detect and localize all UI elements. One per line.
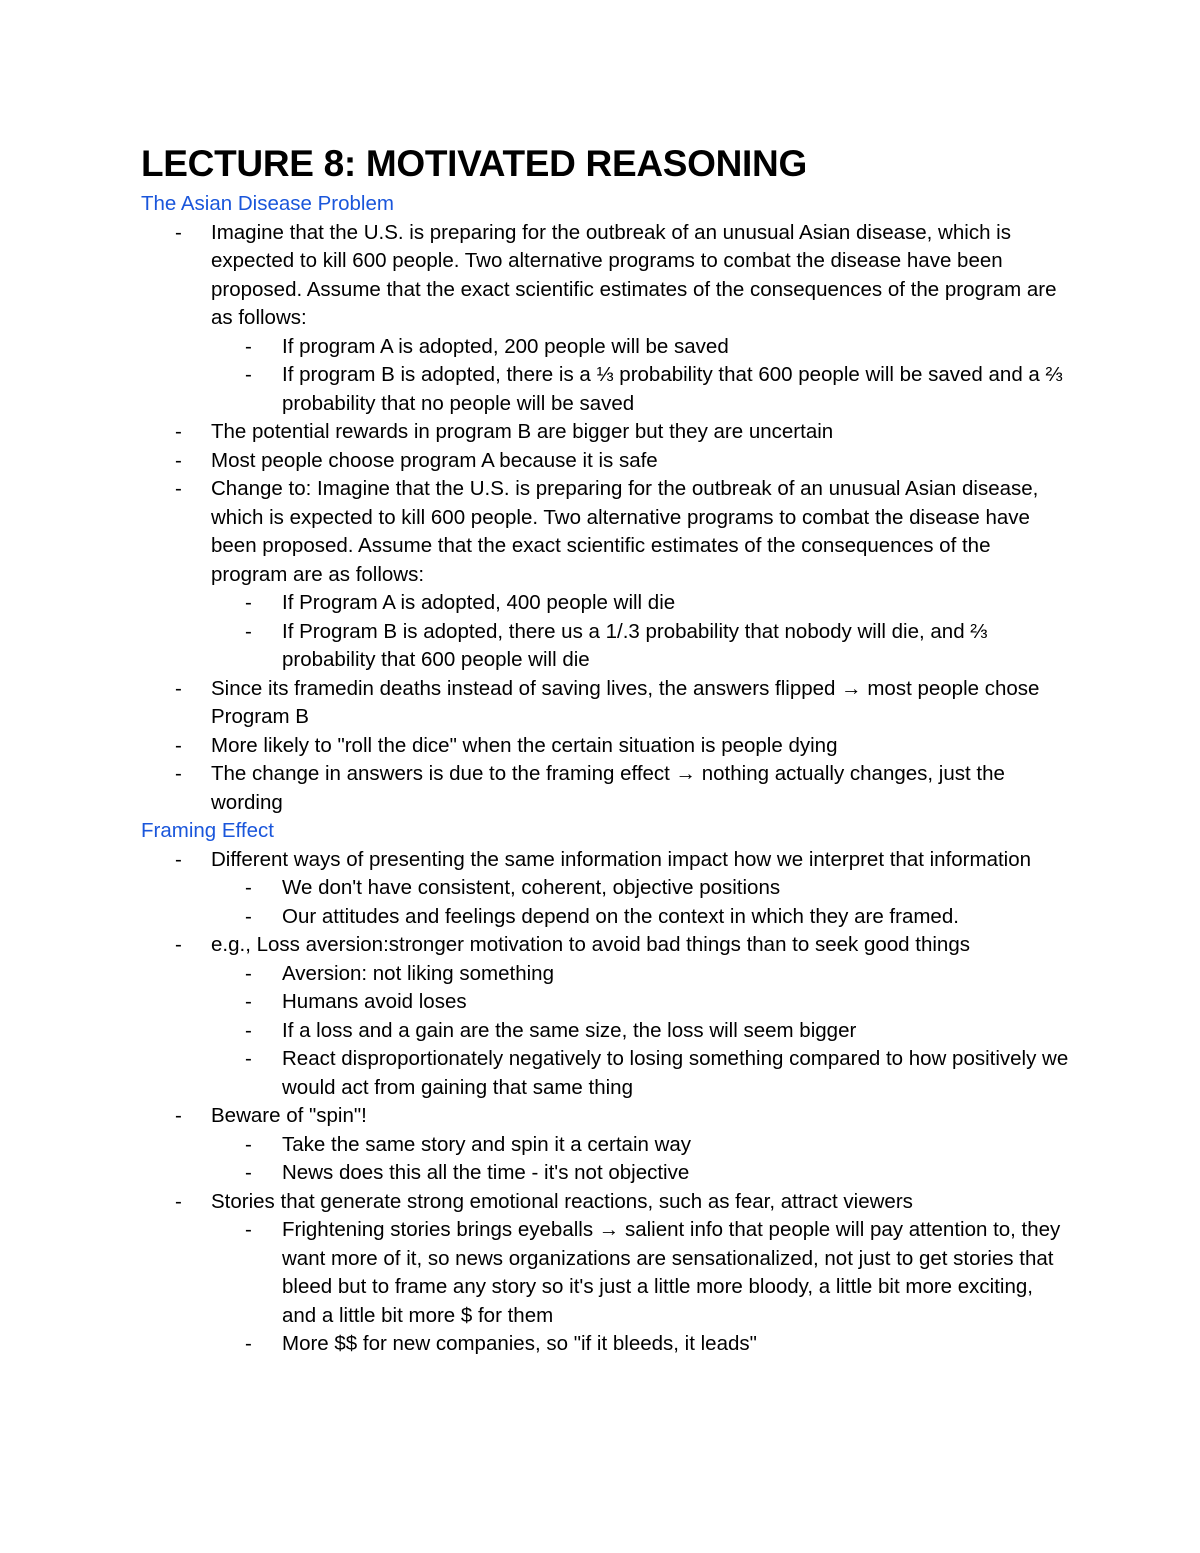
sub-list-item [211, 960, 1071, 989]
bullet-dash: - [175, 1104, 182, 1127]
sub-list-item [211, 988, 1071, 1017]
list-item [141, 1102, 1071, 1188]
sub-list-item [211, 1159, 1071, 1188]
bullet-dash: - [175, 420, 182, 443]
sub-list-item [211, 903, 1071, 932]
bullet-dash: - [245, 591, 252, 614]
sub-bullet-list [211, 1216, 1071, 1359]
list-item-text: e.g., Loss aversion:stronger motivation to avoid bad things than to seek good things [211, 933, 970, 956]
bullet-list [141, 219, 1071, 818]
sub-bullet-list [211, 960, 1071, 1103]
bullet-dash: - [175, 762, 182, 785]
sub-list-item [211, 1216, 1071, 1330]
bullet-list [141, 846, 1071, 1359]
sub-bullet-list [211, 333, 1071, 419]
bullet-dash: - [175, 847, 182, 871]
sub-list-item [211, 1330, 1071, 1359]
bullet-dash: - [245, 1332, 252, 1355]
bullet-dash: - [175, 1189, 182, 1213]
bullet-dash: - [245, 334, 252, 358]
bullet-dash: - [175, 933, 182, 956]
sub-list-item [211, 361, 1071, 418]
list-item [141, 931, 1071, 1102]
bullet-dash: - [245, 1161, 252, 1184]
bullet-dash: - [245, 990, 252, 1013]
list-item [141, 1188, 1071, 1359]
list-item [141, 219, 1071, 419]
bullet-dash: - [245, 1218, 252, 1241]
sub-list-item-text: If Program B is adopted, there us a 1/.3 probability that nobody will die, and ⅔ probability that 600 people will die [282, 619, 988, 671]
bullet-dash: - [245, 619, 252, 643]
list-item-text: Imagine that the U.S. is preparing for the outbreak of an unusual Asian disease, which is expected to kill 600 people. Two alternative programs to combat the disease have been proposed. Assume that the exact scientific estimates of the consequences of the program are as follows: [211, 220, 1057, 329]
list-item [141, 675, 1071, 732]
bullet-dash: - [175, 220, 182, 244]
sub-list-item-text: We don't have consistent, coherent, objective positions [282, 876, 781, 899]
sub-list-item-text: If Program A is adopted, 400 people will die [282, 591, 676, 614]
bullet-dash: - [175, 733, 182, 757]
sub-list-item-text: React disproportionately negatively to losing something compared to how positively we would act from gaining that same thing [282, 1047, 1069, 1099]
list-item-text: More likely to "roll the dice" when the certain situation is people dying [211, 733, 838, 757]
sub-list-item-text: Frightening stories brings eyeballs → salient info that people will pay attention to, they want more of it, so news organizations are sensationalized, not just to get stories that bleed but to frame any story so it's just a little more bloody, a little bit more exciting, and a little bit more $ for them [282, 1218, 1061, 1327]
sub-bullet-list [211, 874, 1071, 931]
list-item-text: The potential rewards in program B are bigger but they are uncertain [211, 420, 834, 443]
sub-list-item-text: If a loss and a gain are the same size, the loss will seem bigger [282, 1018, 857, 1042]
list-item [141, 846, 1071, 932]
list-item-text: Most people choose program A because it is safe [211, 448, 658, 472]
sub-list-item-text: News does this all the time - it's not objective [282, 1161, 690, 1184]
sub-list-item-text: Our attitudes and feelings depend on the context in which they are framed. [282, 904, 959, 928]
bullet-dash: - [245, 876, 252, 899]
sub-list-item [211, 589, 1071, 618]
sub-list-item [211, 618, 1071, 675]
document-page [141, 140, 1071, 1359]
bullet-dash: - [245, 1047, 252, 1070]
bullet-dash: - [175, 448, 182, 472]
section-heading: The Asian Disease Problem [141, 192, 394, 215]
list-item-text: Change to: Imagine that the U.S. is preparing for the outbreak of an unusual Asian disease, which is expected to kill 600 people. Two alternative programs to combat the disease have been proposed. Assume that the exact scientific estimates of the consequences of the program are as follows: [211, 477, 1039, 586]
list-item-text: The change in answers is due to the framing effect → nothing actually changes, just the wording [211, 762, 1005, 814]
list-item-text: Beware of "spin"! [211, 1104, 367, 1127]
section-heading: Framing Effect [141, 819, 274, 842]
sub-list-item [211, 1131, 1071, 1160]
list-item-text: Different ways of presenting the same information impact how we interpret that information [211, 847, 1032, 871]
bullet-dash: - [245, 904, 252, 928]
sub-list-item-text: Aversion: not liking something [282, 961, 554, 985]
bullet-dash: - [245, 961, 252, 985]
sub-bullet-list [211, 589, 1071, 675]
sub-list-item-text: More $$ for new companies, so "if it bleeds, it leads" [282, 1332, 757, 1355]
bullet-dash: - [175, 477, 182, 500]
list-item-text: Stories that generate strong emotional reactions, such as fear, attract viewers [211, 1189, 913, 1213]
list-item [141, 760, 1071, 817]
list-item [141, 475, 1071, 675]
sub-list-item-text: Humans avoid loses [282, 990, 467, 1013]
bullet-dash: - [245, 1132, 252, 1156]
list-item-text: Since its framedin deaths instead of saving lives, the answers flipped → most people chose Program B [211, 676, 1040, 728]
sub-list-item-text: Take the same story and spin it a certain way [282, 1132, 692, 1156]
page-title: LECTURE 8: MOTIVATED REASONING [141, 143, 807, 184]
sub-list-item [211, 333, 1071, 362]
sub-list-item [211, 1045, 1071, 1102]
sub-list-item-text: If program A is adopted, 200 people will be saved [282, 334, 729, 358]
document-body [141, 190, 1071, 1359]
list-item [141, 732, 1071, 761]
sub-list-item [211, 1017, 1071, 1046]
sub-list-item-text: If program B is adopted, there is a ⅓ probability that 600 people will be saved and a ⅔ probability that no people will be saved [282, 363, 1063, 415]
bullet-dash: - [245, 363, 252, 386]
list-item [141, 447, 1071, 476]
sub-bullet-list [211, 1131, 1071, 1188]
bullet-dash: - [245, 1018, 252, 1042]
bullet-dash: - [175, 676, 182, 700]
sub-list-item [211, 874, 1071, 903]
list-item [141, 418, 1071, 447]
